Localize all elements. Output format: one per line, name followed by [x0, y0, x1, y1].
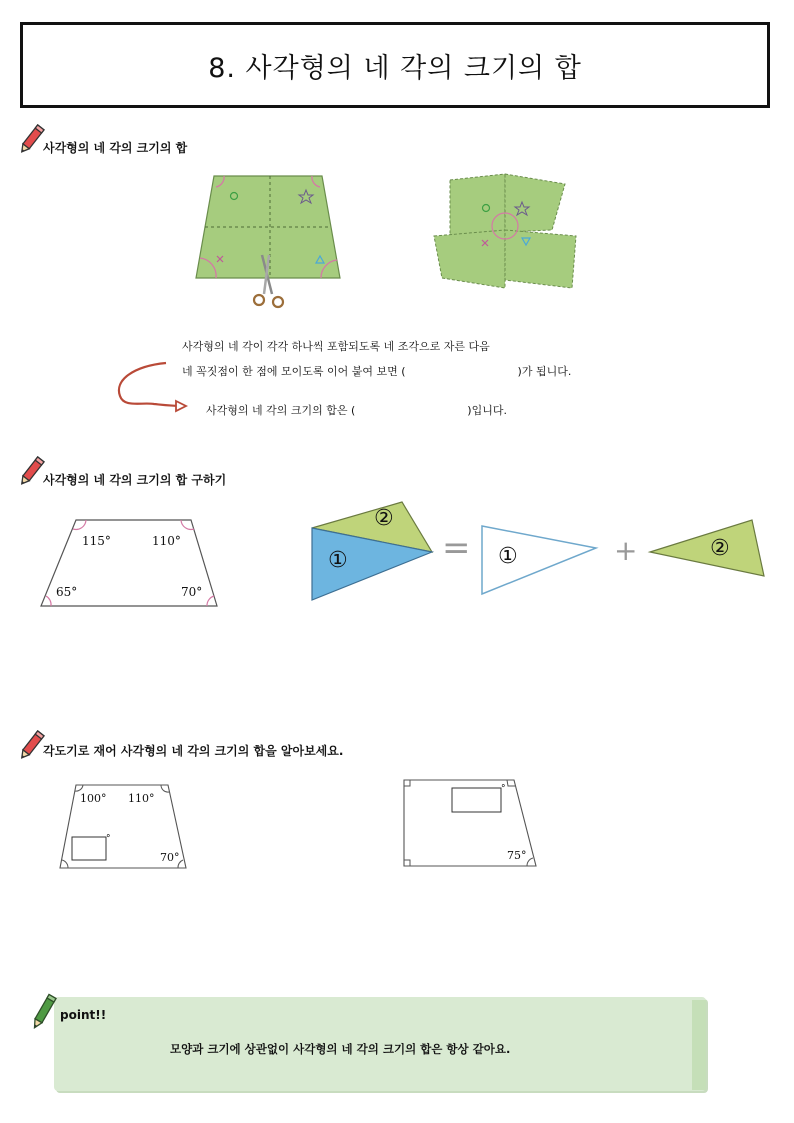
shape2-box-degree: ° — [501, 784, 506, 794]
plus-sign: + — [614, 534, 638, 567]
point-label: point!! — [60, 1008, 107, 1022]
measure-trapezoid-1 — [56, 780, 191, 870]
triangle-split-figure — [306, 498, 776, 604]
section3-heading: 각도기로 재어 사각형의 네 각의 크기의 합을 알아보세요. — [43, 744, 344, 758]
line3-after: )입니다. — [467, 404, 507, 417]
measure-trapezoid-2 — [400, 776, 540, 870]
shape1-box-degree: ° — [106, 834, 111, 844]
angle-label-bottom-left: 65° — [56, 585, 78, 599]
angle-label-top-right: 110° — [152, 534, 181, 548]
section1-line2 — [182, 363, 571, 379]
shape2-angle-bottom-right: 75° — [507, 849, 527, 862]
section1-line3 — [206, 402, 507, 418]
section2-heading: 사각형의 네 각의 크기의 합 구하기 — [43, 473, 227, 487]
equals-sign: = — [442, 528, 471, 568]
page-title: 8. 사각형의 네 각의 크기의 합 — [208, 52, 582, 84]
triangle1-copy-label: ① — [498, 544, 518, 569]
section1-line1: 사각형의 네 각이 각각 하나씩 포함되도록 네 조각으로 자른 다음 — [182, 340, 490, 353]
triangle2-label: ② — [374, 506, 394, 531]
pencil-icon — [16, 728, 46, 764]
triangle1-label: ① — [328, 548, 348, 573]
title-box — [20, 22, 770, 108]
green-pencil-icon — [28, 992, 58, 1034]
line2-after: )가 됩니다. — [517, 365, 572, 378]
shape1-angle-bottom-right: 70° — [160, 851, 180, 864]
pencil-icon — [16, 454, 46, 490]
line2-before: 네 꼭짓점이 한 점에 모이도록 이어 붙여 보면 ( — [182, 365, 406, 378]
angle-label-top-left: 115° — [82, 534, 111, 548]
angle-trapezoid-figure — [36, 514, 226, 614]
point-note-text: 모양과 크기에 상관없이 사각형의 네 각의 크기의 합은 항상 같아요. — [170, 1042, 511, 1056]
paper-trapezoid-figure — [190, 170, 350, 324]
assembled-pieces-figure — [430, 170, 580, 299]
line3-before: 사각형의 네 각의 크기의 합은 ( — [206, 404, 356, 417]
note-tape-strip — [692, 1000, 706, 1090]
section1-heading: 사각형의 네 각의 크기의 합 — [43, 141, 188, 155]
triangle2-copy-label: ② — [710, 536, 730, 561]
angle-label-bottom-right: 70° — [181, 585, 203, 599]
pencil-icon — [16, 122, 46, 158]
shape1-angle-top-right: 110° — [128, 792, 155, 805]
curved-arrow-icon — [114, 358, 194, 418]
shape1-angle-top-left: 100° — [80, 792, 107, 805]
